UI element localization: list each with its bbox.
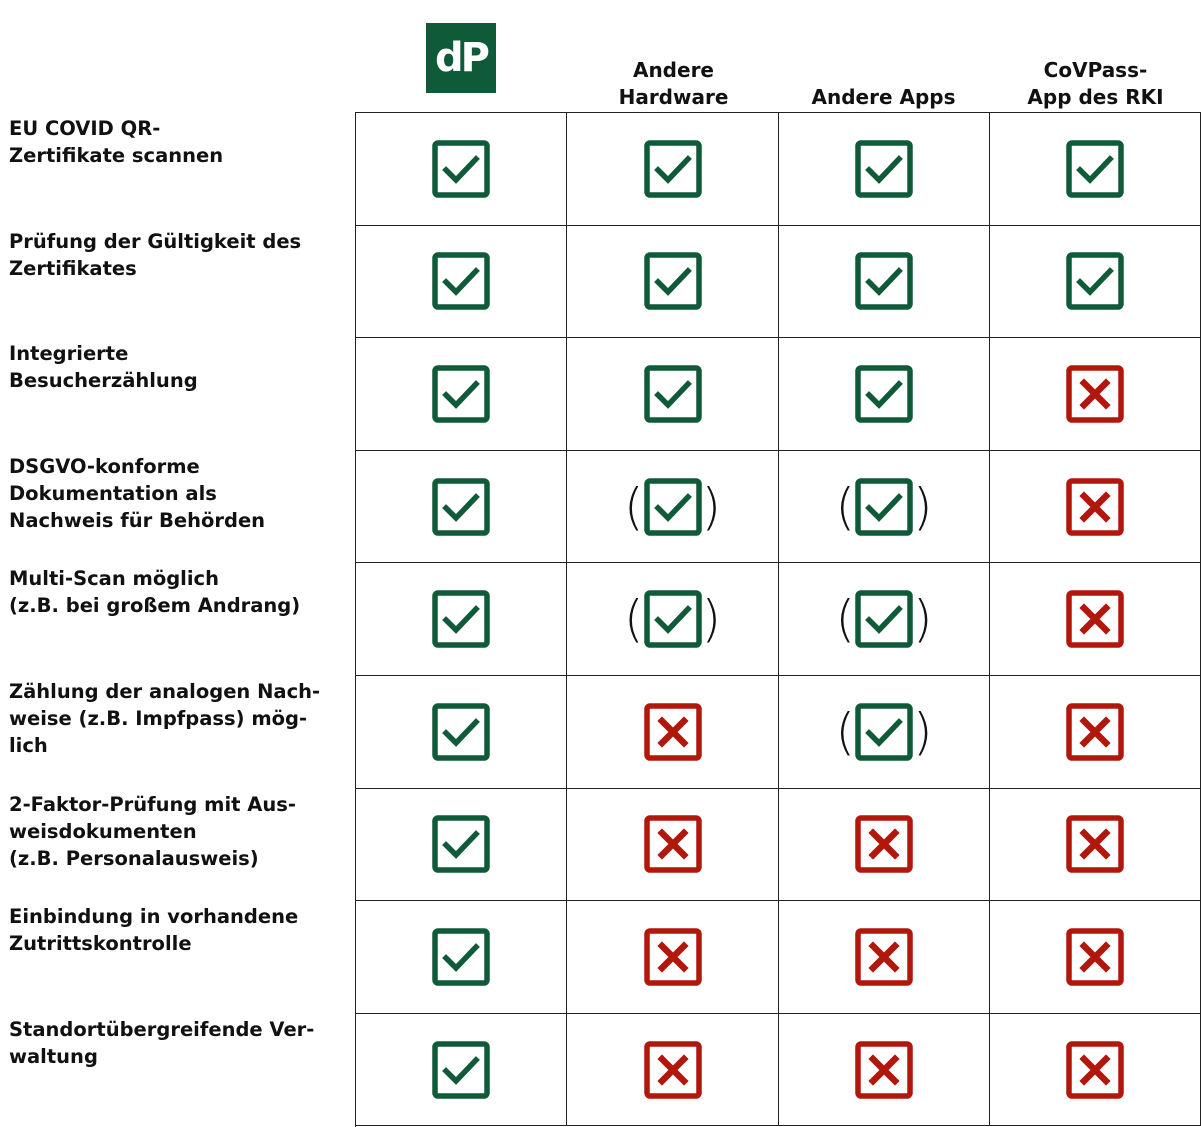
open-parenthesis: ( xyxy=(835,590,855,649)
comparison-grid xyxy=(355,112,1201,1127)
grid-cell-no xyxy=(779,901,990,1014)
column-header-andere-apps: Andere Apps xyxy=(811,85,956,109)
check-box-icon xyxy=(432,590,490,648)
open-parenthesis: ( xyxy=(835,477,855,536)
grid-cell-no xyxy=(990,338,1201,451)
partial-check xyxy=(835,703,932,761)
grid-cell-no xyxy=(990,789,1201,902)
cross-box-icon xyxy=(1066,928,1124,986)
close-parenthesis: ) xyxy=(913,590,933,649)
check-box-icon xyxy=(855,703,913,761)
grid-cell-partial xyxy=(779,451,990,564)
grid-cell-no xyxy=(990,1014,1201,1127)
grid-cell-yes xyxy=(779,113,990,226)
check-box-icon xyxy=(432,815,490,873)
grid-cell-no xyxy=(567,1014,779,1127)
check-box-icon xyxy=(855,478,913,536)
open-parenthesis: ( xyxy=(623,477,644,536)
check-box-icon xyxy=(644,140,702,198)
row-label: Einbindung in vorhandene Zutrittskontrolle xyxy=(9,905,299,956)
grid-cell-partial xyxy=(567,563,779,676)
cross-box-icon xyxy=(644,703,702,761)
grid-cell-no xyxy=(990,676,1201,789)
cross-box-icon xyxy=(644,928,702,986)
check-box-icon xyxy=(432,252,490,310)
cross-box-icon xyxy=(1066,365,1124,423)
check-box-icon xyxy=(855,365,913,423)
grid-cell-yes xyxy=(356,451,567,564)
row-label: Prüfung der Gültigkeit des Zertifikates xyxy=(9,229,302,280)
close-parenthesis: ) xyxy=(913,702,933,761)
open-parenthesis: ( xyxy=(835,702,855,761)
cross-box-icon xyxy=(1066,1041,1124,1099)
cross-box-icon xyxy=(644,1041,702,1099)
check-box-icon xyxy=(432,928,490,986)
partial-check xyxy=(835,590,932,648)
check-box-icon xyxy=(644,365,702,423)
row-label: 2-Faktor-Prüfung mit Aus- weisdokumenten (z.B. Personalausweis) xyxy=(9,792,296,870)
cross-box-icon xyxy=(855,928,913,986)
grid-cell-no xyxy=(567,789,779,902)
grid-cell-yes xyxy=(356,226,567,339)
check-box-icon xyxy=(432,365,490,423)
grid-cell-yes xyxy=(356,789,567,902)
cross-box-icon xyxy=(1066,703,1124,761)
cross-box-icon xyxy=(1066,590,1124,648)
row-label: Multi-Scan möglich (z.B. bei großem Andrang) xyxy=(9,567,301,618)
check-box-icon xyxy=(432,478,490,536)
column-header-andere-hardware: Andere Hardware xyxy=(618,58,729,109)
check-box-icon xyxy=(644,590,702,648)
grid-cell-yes xyxy=(356,113,567,226)
row-label: Integrierte Besucherzählung xyxy=(9,342,198,393)
check-box-icon xyxy=(1066,140,1124,198)
grid-cell-yes xyxy=(779,226,990,339)
partial-check xyxy=(835,478,932,536)
check-box-icon xyxy=(855,252,913,310)
cross-box-icon xyxy=(855,815,913,873)
grid-cell-no xyxy=(779,789,990,902)
grid-cell-yes xyxy=(567,338,779,451)
check-box-icon xyxy=(432,703,490,761)
row-label: Standortübergreifende Ver- waltung xyxy=(9,1017,315,1068)
grid-cell-no xyxy=(990,451,1201,564)
grid-cell-yes xyxy=(990,226,1201,339)
cross-box-icon xyxy=(1066,815,1124,873)
grid-cell-yes xyxy=(356,1014,567,1127)
open-parenthesis: ( xyxy=(623,590,644,649)
grid-cell-no xyxy=(779,1014,990,1127)
grid-cell-no xyxy=(567,901,779,1014)
grid-cell-yes xyxy=(356,676,567,789)
check-box-icon xyxy=(644,252,702,310)
grid-cell-partial xyxy=(567,451,779,564)
check-box-icon xyxy=(432,140,490,198)
grid-cell-yes xyxy=(567,113,779,226)
dp-logo xyxy=(426,23,496,93)
grid-cell-yes xyxy=(356,563,567,676)
row-label: Zählung der analogen Nach- weise (z.B. Impfpass) mög- lich xyxy=(9,680,321,757)
partial-check xyxy=(624,478,721,536)
row-label: EU COVID QR- Zertifikate scannen xyxy=(9,117,224,167)
cross-box-icon xyxy=(644,815,702,873)
close-parenthesis: ) xyxy=(701,477,722,536)
grid-cell-partial xyxy=(779,563,990,676)
logo-text: dP xyxy=(435,35,487,81)
cross-box-icon xyxy=(855,1041,913,1099)
grid-cell-yes xyxy=(990,113,1201,226)
close-parenthesis: ) xyxy=(913,477,933,536)
grid-cell-no xyxy=(567,676,779,789)
grid-cell-yes xyxy=(567,226,779,339)
check-box-icon xyxy=(432,1041,490,1099)
grid-cell-yes xyxy=(356,338,567,451)
check-box-icon xyxy=(855,590,913,648)
partial-check xyxy=(624,590,721,648)
close-parenthesis: ) xyxy=(701,590,722,649)
row-label: DSGVO-konforme Dokumentation als Nachweis für Behörden xyxy=(9,454,266,532)
cross-box-icon xyxy=(1066,478,1124,536)
grid-cell-no xyxy=(990,901,1201,1014)
grid-cell-no xyxy=(990,563,1201,676)
check-box-icon xyxy=(644,478,702,536)
grid-cell-yes xyxy=(779,338,990,451)
check-box-icon xyxy=(855,140,913,198)
column-header-covpass: CoVPass- App des RKI xyxy=(1027,58,1164,109)
grid-cell-yes xyxy=(356,901,567,1014)
grid-cell-partial xyxy=(779,676,990,789)
check-box-icon xyxy=(1066,252,1124,310)
